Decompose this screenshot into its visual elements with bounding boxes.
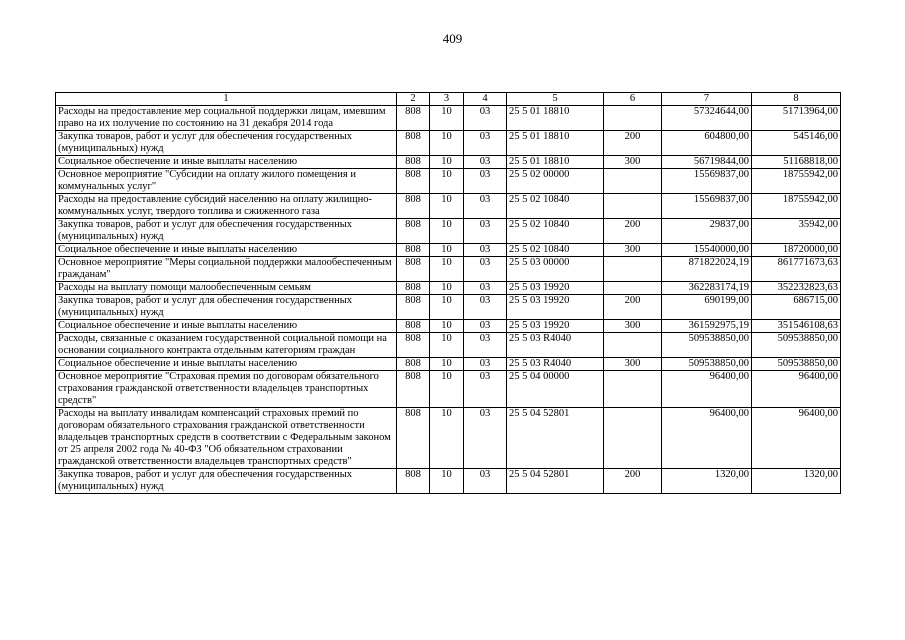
row-amount-col8: 509538850,00 (752, 358, 841, 371)
row-section-code: 10 (430, 257, 464, 282)
header-cell: 5 (507, 93, 604, 106)
row-description: Расходы на выплату инвалидам компенсаций страховых премий по договорам обязательного страхования гражданской ответственности владельцев транспортных средств в соответствии с Федеральным законом от 25 апреля 2002 года № 40-ФЗ "Об обязательном страховании гражданской ответственности владельцев транспортных средств" (56, 408, 397, 469)
row-description: Социальное обеспечение и иные выплаты населению (56, 244, 397, 257)
row-expense-type: 200 (604, 469, 662, 494)
row-amount-col7: 15569837,00 (662, 194, 752, 219)
row-section-code: 10 (430, 244, 464, 257)
row-subsection-code: 03 (464, 371, 507, 408)
row-amount-col7: 362283174,19 (662, 282, 752, 295)
row-description: Основное мероприятие "Меры социальной поддержки малообеспеченным гражданам" (56, 257, 397, 282)
row-amount-col7: 15540000,00 (662, 244, 752, 257)
row-ministry-code: 808 (397, 358, 430, 371)
row-subsection-code: 03 (464, 131, 507, 156)
row-amount-col7: 96400,00 (662, 371, 752, 408)
row-target-article: 25 5 03 R4040 (507, 333, 604, 358)
row-ministry-code: 808 (397, 244, 430, 257)
row-target-article: 25 5 02 10840 (507, 194, 604, 219)
row-expense-type (604, 282, 662, 295)
row-description: Закупка товаров, работ и услуг для обеспечения государственных (муниципальных) нужд (56, 219, 397, 244)
row-subsection-code: 03 (464, 408, 507, 469)
row-section-code: 10 (430, 295, 464, 320)
row-amount-col8: 351546108,63 (752, 320, 841, 333)
row-target-article: 25 5 03 00000 (507, 257, 604, 282)
header-cell: 2 (397, 93, 430, 106)
row-amount-col8: 35942,00 (752, 219, 841, 244)
row-amount-col7: 604800,00 (662, 131, 752, 156)
row-section-code: 10 (430, 106, 464, 131)
row-section-code: 10 (430, 156, 464, 169)
row-ministry-code: 808 (397, 333, 430, 358)
row-subsection-code: 03 (464, 194, 507, 219)
row-expense-type: 200 (604, 219, 662, 244)
row-subsection-code: 03 (464, 469, 507, 494)
row-subsection-code: 03 (464, 219, 507, 244)
row-target-article: 25 5 02 10840 (507, 244, 604, 257)
row-section-code: 10 (430, 219, 464, 244)
row-section-code: 10 (430, 469, 464, 494)
row-amount-col8: 96400,00 (752, 408, 841, 469)
row-amount-col7: 690199,00 (662, 295, 752, 320)
row-description: Закупка товаров, работ и услуг для обеспечения государственных (муниципальных) нужд (56, 131, 397, 156)
table-row (56, 169, 841, 194)
row-subsection-code: 03 (464, 320, 507, 333)
row-expense-type (604, 257, 662, 282)
table-row (56, 358, 841, 371)
header-cell: 4 (464, 93, 507, 106)
table-row (56, 257, 841, 282)
table-body (56, 106, 841, 494)
row-amount-col8: 509538850,00 (752, 333, 841, 358)
row-ministry-code: 808 (397, 106, 430, 131)
row-target-article: 25 5 01 18810 (507, 131, 604, 156)
page-number: 409 (442, 31, 463, 46)
row-target-article: 25 5 04 00000 (507, 371, 604, 408)
row-amount-col7: 96400,00 (662, 408, 752, 469)
row-amount-col8: 96400,00 (752, 371, 841, 408)
row-target-article: 25 5 03 19920 (507, 295, 604, 320)
row-ministry-code: 808 (397, 295, 430, 320)
row-expense-type: 200 (604, 131, 662, 156)
row-target-article: 25 5 02 00000 (507, 169, 604, 194)
row-expense-type: 200 (604, 295, 662, 320)
row-section-code: 10 (430, 358, 464, 371)
row-subsection-code: 03 (464, 106, 507, 131)
table-row (56, 295, 841, 320)
row-target-article: 25 5 02 10840 (507, 219, 604, 244)
row-subsection-code: 03 (464, 244, 507, 257)
row-ministry-code: 808 (397, 469, 430, 494)
row-amount-col8: 51168818,00 (752, 156, 841, 169)
row-expense-type (604, 169, 662, 194)
row-description: Расходы на выплату помощи малообеспеченным семьям (56, 282, 397, 295)
row-amount-col7: 57324644,00 (662, 106, 752, 131)
row-description: Расходы, связанные с оказанием государственной социальной помощи на основании социального контракта отдельным категориям граждан (56, 333, 397, 358)
row-target-article: 25 5 03 19920 (507, 320, 604, 333)
row-amount-col7: 56719844,00 (662, 156, 752, 169)
table-row (56, 371, 841, 408)
row-section-code: 10 (430, 333, 464, 358)
row-target-article: 25 5 01 18810 (507, 106, 604, 131)
row-ministry-code: 808 (397, 320, 430, 333)
row-expense-type: 300 (604, 358, 662, 371)
header-cell: 1 (56, 93, 397, 106)
row-subsection-code: 03 (464, 358, 507, 371)
row-amount-col7: 1320,00 (662, 469, 752, 494)
row-ministry-code: 808 (397, 131, 430, 156)
table-header-row (56, 93, 841, 106)
table-row (56, 320, 841, 333)
row-expense-type: 300 (604, 156, 662, 169)
row-target-article: 25 5 04 52801 (507, 408, 604, 469)
row-target-article: 25 5 01 18810 (507, 156, 604, 169)
row-description: Основное мероприятие "Страховая премия по договорам обязательного страхования гражданской ответственности владельцев транспортных средств" (56, 371, 397, 408)
header-cell: 7 (662, 93, 752, 106)
table-row (56, 156, 841, 169)
row-amount-col7: 361592975,19 (662, 320, 752, 333)
row-description: Расходы на предоставление субсидий населению на оплату жилищно-коммунальных услуг, твердого топлива и сжиженного газа (56, 194, 397, 219)
table-row (56, 469, 841, 494)
row-target-article: 25 5 03 19920 (507, 282, 604, 295)
row-amount-col7: 29837,00 (662, 219, 752, 244)
row-section-code: 10 (430, 194, 464, 219)
row-ministry-code: 808 (397, 282, 430, 295)
row-amount-col8: 18755942,00 (752, 194, 841, 219)
budget-table (55, 92, 841, 494)
row-section-code: 10 (430, 169, 464, 194)
table-row (56, 219, 841, 244)
row-amount-col8: 18755942,00 (752, 169, 841, 194)
row-amount-col8: 352232823,63 (752, 282, 841, 295)
table-row (56, 131, 841, 156)
row-amount-col8: 18720000,00 (752, 244, 841, 257)
row-amount-col7: 15569837,00 (662, 169, 752, 194)
table-row (56, 244, 841, 257)
row-section-code: 10 (430, 408, 464, 469)
row-ministry-code: 808 (397, 408, 430, 469)
header-cell: 3 (430, 93, 464, 106)
table-row (56, 333, 841, 358)
row-description: Социальное обеспечение и иные выплаты населению (56, 156, 397, 169)
row-expense-type: 300 (604, 244, 662, 257)
row-target-article: 25 5 03 R4040 (507, 358, 604, 371)
row-section-code: 10 (430, 131, 464, 156)
row-ministry-code: 808 (397, 257, 430, 282)
row-subsection-code: 03 (464, 156, 507, 169)
row-subsection-code: 03 (464, 169, 507, 194)
row-expense-type (604, 194, 662, 219)
row-expense-type (604, 408, 662, 469)
row-description: Расходы на предоставление мер социальной поддержки лицам, имевшим право на их получение по состоянию на 31 декабря 2014 года (56, 106, 397, 131)
row-ministry-code: 808 (397, 156, 430, 169)
row-ministry-code: 808 (397, 219, 430, 244)
row-ministry-code: 808 (397, 169, 430, 194)
row-subsection-code: 03 (464, 257, 507, 282)
row-amount-col8: 545146,00 (752, 131, 841, 156)
table-row (56, 282, 841, 295)
row-subsection-code: 03 (464, 295, 507, 320)
row-expense-type (604, 371, 662, 408)
table-row (56, 194, 841, 219)
row-amount-col7: 509538850,00 (662, 333, 752, 358)
header-cell: 6 (604, 93, 662, 106)
row-expense-type (604, 333, 662, 358)
row-description: Закупка товаров, работ и услуг для обеспечения государственных (муниципальных) нужд (56, 469, 397, 494)
row-section-code: 10 (430, 320, 464, 333)
row-expense-type: 300 (604, 320, 662, 333)
row-description: Социальное обеспечение и иные выплаты населению (56, 320, 397, 333)
row-amount-col8: 51713964,00 (752, 106, 841, 131)
row-section-code: 10 (430, 282, 464, 295)
table-row (56, 408, 841, 469)
row-subsection-code: 03 (464, 333, 507, 358)
row-description: Основное мероприятие "Субсидии на оплату жилого помещения и коммунальных услуг" (56, 169, 397, 194)
row-ministry-code: 808 (397, 371, 430, 408)
row-ministry-code: 808 (397, 194, 430, 219)
table-row (56, 106, 841, 131)
row-target-article: 25 5 04 52801 (507, 469, 604, 494)
row-subsection-code: 03 (464, 282, 507, 295)
row-description: Закупка товаров, работ и услуг для обеспечения государственных (муниципальных) нужд (56, 295, 397, 320)
row-amount-col7: 871822024,19 (662, 257, 752, 282)
row-amount-col7: 509538850,00 (662, 358, 752, 371)
row-expense-type (604, 106, 662, 131)
header-cell: 8 (752, 93, 841, 106)
row-amount-col8: 686715,00 (752, 295, 841, 320)
row-description: Социальное обеспечение и иные выплаты населению (56, 358, 397, 371)
row-amount-col8: 1320,00 (752, 469, 841, 494)
row-amount-col8: 861771673,63 (752, 257, 841, 282)
row-section-code: 10 (430, 371, 464, 408)
